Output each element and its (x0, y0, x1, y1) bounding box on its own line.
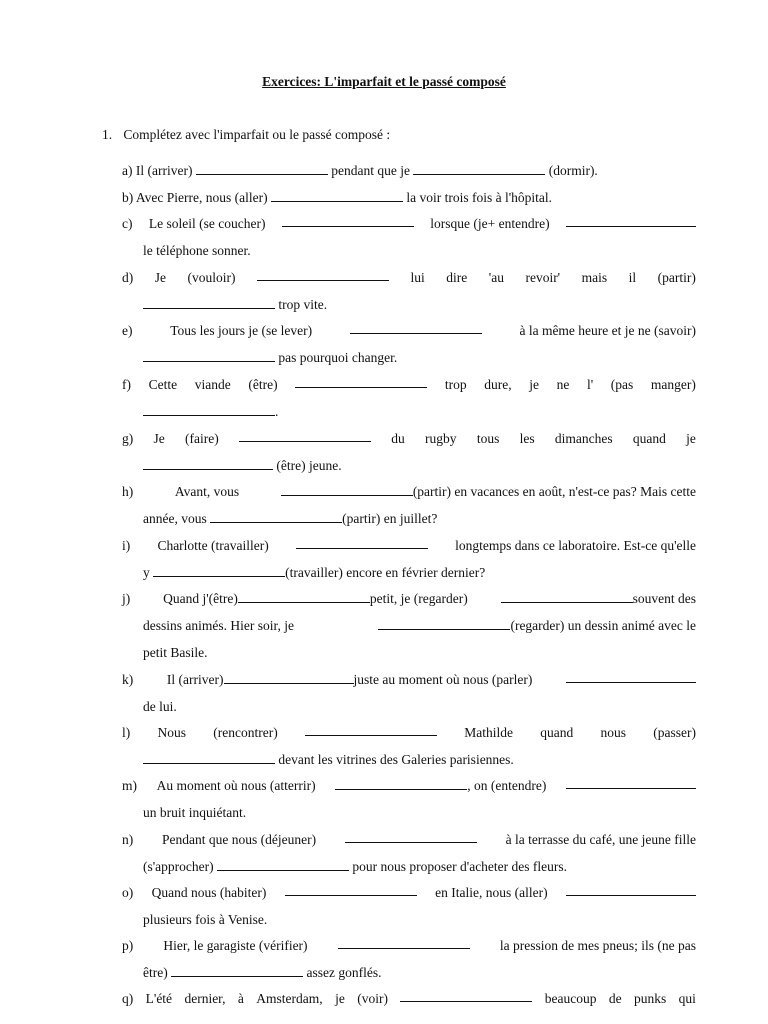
answer-blank[interactable] (281, 483, 413, 496)
answer-blank[interactable] (143, 349, 275, 362)
answer-blank[interactable] (566, 670, 696, 683)
answer-blank[interactable] (143, 403, 275, 416)
answer-blank[interactable] (400, 989, 532, 1002)
answer-blank[interactable] (295, 375, 427, 388)
item-label: c) (122, 216, 133, 231)
answer-blank[interactable] (338, 936, 470, 949)
answer-blank[interactable] (239, 429, 371, 442)
page-title: Exercices: L'imparfait et le passé composé (262, 74, 506, 89)
answer-blank[interactable] (143, 457, 273, 470)
item-label: g) (122, 431, 134, 446)
answer-blank[interactable] (413, 162, 545, 175)
answer-blank[interactable] (171, 964, 303, 977)
answer-blank[interactable] (296, 536, 428, 549)
item-label: n) (122, 832, 134, 847)
item-label: j) (122, 591, 131, 606)
item-label: d) (122, 270, 134, 285)
instruction-text: Complétez avec l'imparfait ou le passé composé : (123, 127, 391, 142)
answer-blank[interactable] (282, 214, 414, 227)
answer-blank[interactable] (257, 268, 389, 281)
answer-blank[interactable] (224, 671, 354, 684)
answer-blank[interactable] (305, 723, 437, 736)
answer-blank[interactable] (238, 590, 370, 603)
answer-blank[interactable] (566, 776, 696, 789)
answer-blank[interactable] (501, 590, 633, 603)
item-label: f) (122, 377, 131, 392)
item-label: q) (122, 991, 134, 1006)
item-label: i) (122, 538, 131, 553)
answer-blank[interactable] (350, 321, 482, 334)
item-label: a) (122, 163, 133, 178)
answer-blank[interactable] (345, 830, 477, 843)
answer-blank[interactable] (196, 162, 328, 175)
item-label: l) (122, 725, 131, 740)
answer-blank[interactable] (210, 510, 342, 523)
answer-blank[interactable] (566, 214, 696, 227)
answer-blank[interactable] (143, 751, 275, 764)
answer-blank[interactable] (285, 883, 417, 896)
answer-blank[interactable] (335, 777, 467, 790)
exercise-number: 1. (102, 127, 113, 142)
answer-blank[interactable] (378, 617, 510, 630)
answer-blank[interactable] (217, 858, 349, 871)
item-label: b) (122, 190, 134, 205)
item-label: h) (122, 484, 134, 499)
answer-blank[interactable] (153, 564, 285, 577)
item-label: k) (122, 672, 134, 687)
exercise-instruction (102, 127, 390, 143)
item-label: o) (122, 885, 134, 900)
item-label: e) (122, 323, 133, 338)
item-label: p) (122, 938, 134, 953)
answer-blank[interactable] (271, 189, 403, 202)
answer-blank[interactable] (143, 296, 275, 309)
worksheet-page: Exercices: L'imparfait et le passé composé 1. Complétez avec l'imparfait ou le passé composé : a) Il (arriver) pendant que je (dormir). b) Avec Pierre, nous (aller) la voir trois fois à l'hôpital. c) Le soleil (se coucher) lorsque (je+ entendre) le téléphone sonner. d) Je (vouloir) lui dire 'au revoir' mais il (partir) trop vite. e) Tous les jours je (se lever) à la même heure et je ne (savoir) pas pourquoi changer. f) Cette viande (être) trop dure, je ne l' (pas manger) . g) Je (faire) du rugby tous les dimanches quand je (être) jeune. h) Avant, vous (partir) en vacances en août, n'est-ce pas? Mais cette année, vous (partir) en juillet? i) Charlotte (travailler) longtemps dans ce laboratoire. Est-ce qu'elle y (travailler) encore en février dernier? j) Quand j'(être) petit, je (regarder) souvent des dessins animés. Hier soir, je (regarder) un dessin animé avec le petit Basile. k) Il (arriver) juste au moment où nous (parler) de lui. l) Nous (rencontrer) Mathilde quand nous (passer) devant les vitrines des Galeries parisiennes. m) Au moment où nous (atterrir) , on (entendre) un bruit inquiétant. n) Pendant que nous (déjeuner) à la terrasse du café, une jeune fille (s'approcher) pour nous proposer d'acheter des fleurs. o) Quand nous (habiter) en Italie, nous (aller) plusieurs fois à Venise. p) Hier, le garagiste (vérifier) la pression de mes pneus; ils (ne pas être) assez gonflés. q) L'été dernier, à Amsterdam, je (voir) beaucoup de punks qui (0, 0, 768, 1024)
item-label: m) (122, 778, 137, 793)
answer-blank[interactable] (566, 883, 696, 896)
